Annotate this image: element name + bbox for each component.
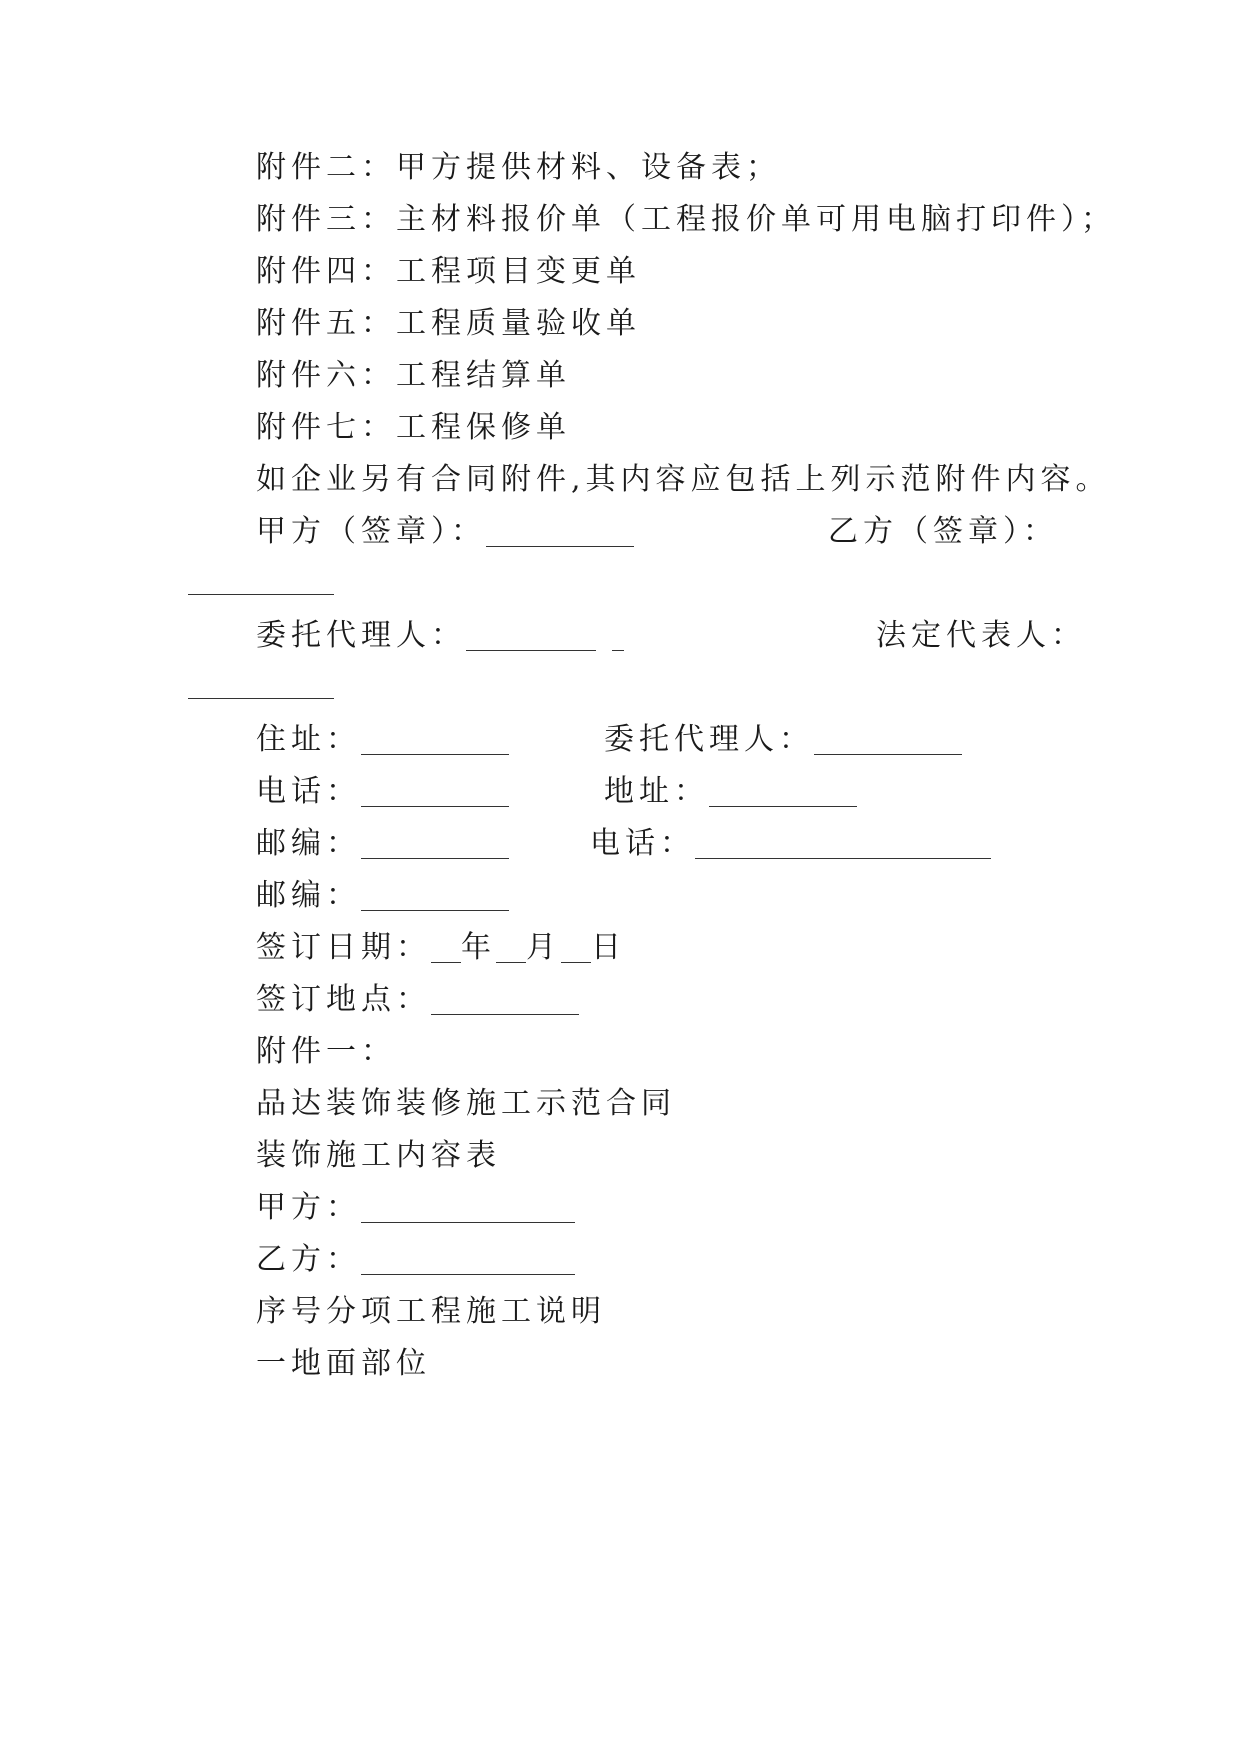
- legal-rep-label: 法定代表人：: [876, 618, 1086, 653]
- month-blank[interactable]: [496, 936, 526, 963]
- appendix-1-title: 附件一：: [256, 1034, 396, 1069]
- agent-signature: [256, 616, 624, 656]
- year-label: 年: [461, 930, 496, 965]
- appendix-party-a-row: [256, 1188, 575, 1228]
- month-label: 月: [526, 930, 561, 965]
- attachment-6: 附件六：工程结算单: [256, 358, 571, 393]
- address-a-row: [256, 720, 509, 760]
- phone-a-blank[interactable]: [361, 780, 509, 807]
- agent-b-label: 委托代理人：: [604, 722, 814, 757]
- agent-b-blank[interactable]: [814, 728, 962, 755]
- address-a-label: 住址：: [256, 722, 361, 757]
- address-a-blank[interactable]: [361, 728, 509, 755]
- table-header: 序号分项工程施工说明: [256, 1294, 606, 1329]
- zip-a-blank[interactable]: [361, 832, 509, 859]
- phone-b-blank[interactable]: [695, 832, 991, 859]
- section-floor: 一地面部位: [256, 1346, 431, 1381]
- appendix-party-b-row: [256, 1240, 575, 1280]
- attachment-2: 附件二：甲方提供材料、设备表；: [256, 150, 781, 185]
- attachment-note: 如企业另有合同附件,其内容应包括上列示范附件内容。: [256, 462, 1111, 497]
- party-a-label: 甲方（签章）：: [256, 514, 486, 549]
- contract-name: 品达装饰装修施工示范合同: [256, 1086, 676, 1121]
- phone-a-row: [256, 772, 509, 812]
- party-a-blank[interactable]: [486, 520, 634, 547]
- zip-b-blank[interactable]: [361, 884, 509, 911]
- appendix-party-a-blank[interactable]: [361, 1196, 575, 1223]
- appendix-party-b-label: 乙方：: [256, 1242, 361, 1277]
- sign-date-row: [256, 928, 626, 968]
- zip-b-label: 邮编：: [256, 878, 361, 913]
- agent-b-row: [604, 720, 962, 760]
- address-b-blank[interactable]: [709, 780, 857, 807]
- zip-a-label: 邮编：: [256, 826, 361, 861]
- sign-place-blank[interactable]: [431, 988, 579, 1015]
- day-blank[interactable]: [561, 936, 591, 963]
- phone-a-label: 电话：: [256, 774, 361, 809]
- party-b-blank[interactable]: [188, 594, 334, 595]
- attachment-7: 附件七：工程保修单: [256, 410, 571, 445]
- legal-rep-blank[interactable]: [188, 698, 334, 699]
- sign-place-row: [256, 980, 579, 1020]
- attachment-4: 附件四：工程项目变更单: [256, 254, 641, 289]
- address-b-label: 地址：: [604, 774, 709, 809]
- attachment-5: 附件五：工程质量验收单: [256, 306, 641, 341]
- sign-place-label: 签订地点：: [256, 982, 431, 1017]
- appendix-party-b-blank[interactable]: [361, 1248, 575, 1275]
- address-b-row: [604, 772, 857, 812]
- agent-blank-extra: [612, 624, 624, 651]
- sign-date-label: 签订日期：: [256, 930, 431, 965]
- zip-a-row: [256, 824, 509, 864]
- year-blank[interactable]: [431, 936, 461, 963]
- appendix-party-a-label: 甲方：: [256, 1190, 361, 1225]
- day-label: 日: [591, 930, 626, 965]
- agent-label: 委托代理人：: [256, 618, 466, 653]
- phone-b-label: 电话：: [590, 826, 695, 861]
- zip-b-row: [256, 876, 509, 916]
- phone-b-row: [590, 824, 991, 864]
- party-b-signature-label: 乙方（签章）：: [828, 514, 1058, 549]
- agent-blank[interactable]: [466, 624, 596, 651]
- table-title: 装饰施工内容表: [256, 1138, 501, 1173]
- attachment-3: 附件三：主材料报价单（工程报价单可用电脑打印件）；: [256, 202, 1116, 237]
- party-a-signature: [256, 512, 634, 552]
